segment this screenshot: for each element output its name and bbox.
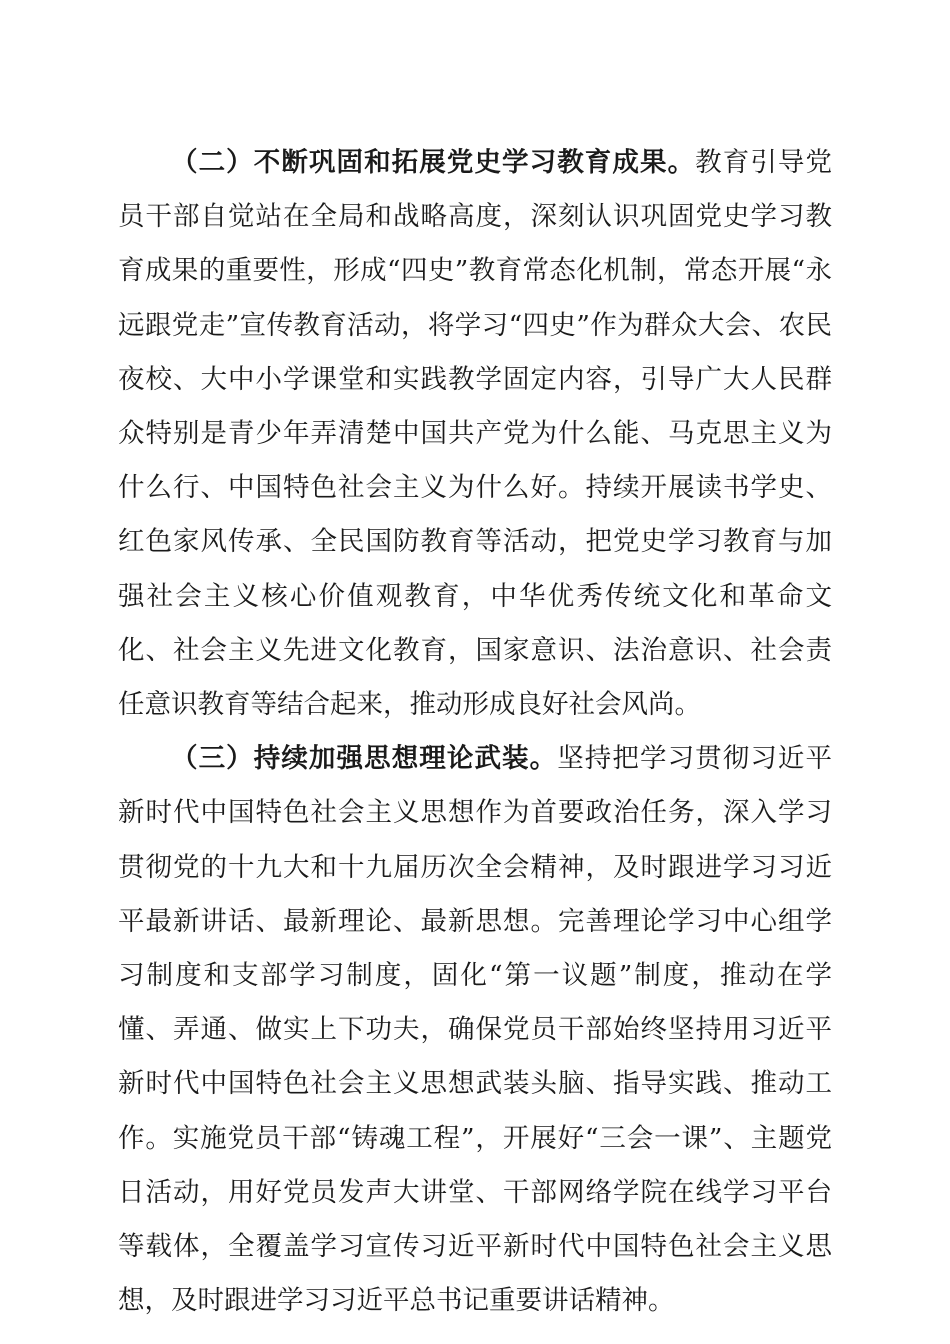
section-heading-3: （三）持续加强思想理论武装。 <box>171 743 558 775</box>
section-body-3: 坚持把学习贯彻习近平新时代中国特色社会主义思想作为首要政治任务，深入学习贯彻党的十九大和十九届历次全会精神，及时跟进学习习近平最新讲话、最新理论、最新思想。完善理论学习中心组学习制度和支部学习制度，固化“第一议题”制度，推动在学懂、弄通、做实上下功夫，确保党员干部始终坚持用习近平新时代中国特色社会主义思想武装头脑、指导实践、推动工作。实施党员干部“铸魂工程”，开展好“三会一课”、主题党日活动，用好党员发声大讲堂、干部网络学院在线学习平台等载体，全覆盖学习宣传习近平新时代中国特色社会主义思想，及时跟进学习习近平总书记重要讲话精神。 <box>118 743 833 1317</box>
section-paragraph-2 <box>118 136 832 732</box>
section-paragraph-3 <box>118 732 832 1328</box>
section-body-2: 教育引导党员干部自觉站在全局和战略高度，深刻认识巩固党史学习教育成果的重要性，形成“四史”教育常态化机制，常态开展“永远跟党走”宣传教育活动，将学习“四史”作为群众大会、农民夜校、大中小学课堂和实践教学固定内容，引导广大人民群众特别是青少年弄清楚中国共产党为什么能、马克思主义为什么行、中国特色社会主义为什么好。持续开展读书学史、红色家风传承、全民国防教育等活动，把党史学习教育与加强社会主义核心价值观教育，中华优秀传统文化和革命文化、社会主义先进文化教育，国家意识、法治意识、社会责任意识教育等结合起来，推动形成良好社会风尚。 <box>118 147 833 721</box>
section-heading-2: （二）不断巩固和拓展党史学习教育成果。 <box>171 147 696 178</box>
document-body <box>118 136 832 1328</box>
